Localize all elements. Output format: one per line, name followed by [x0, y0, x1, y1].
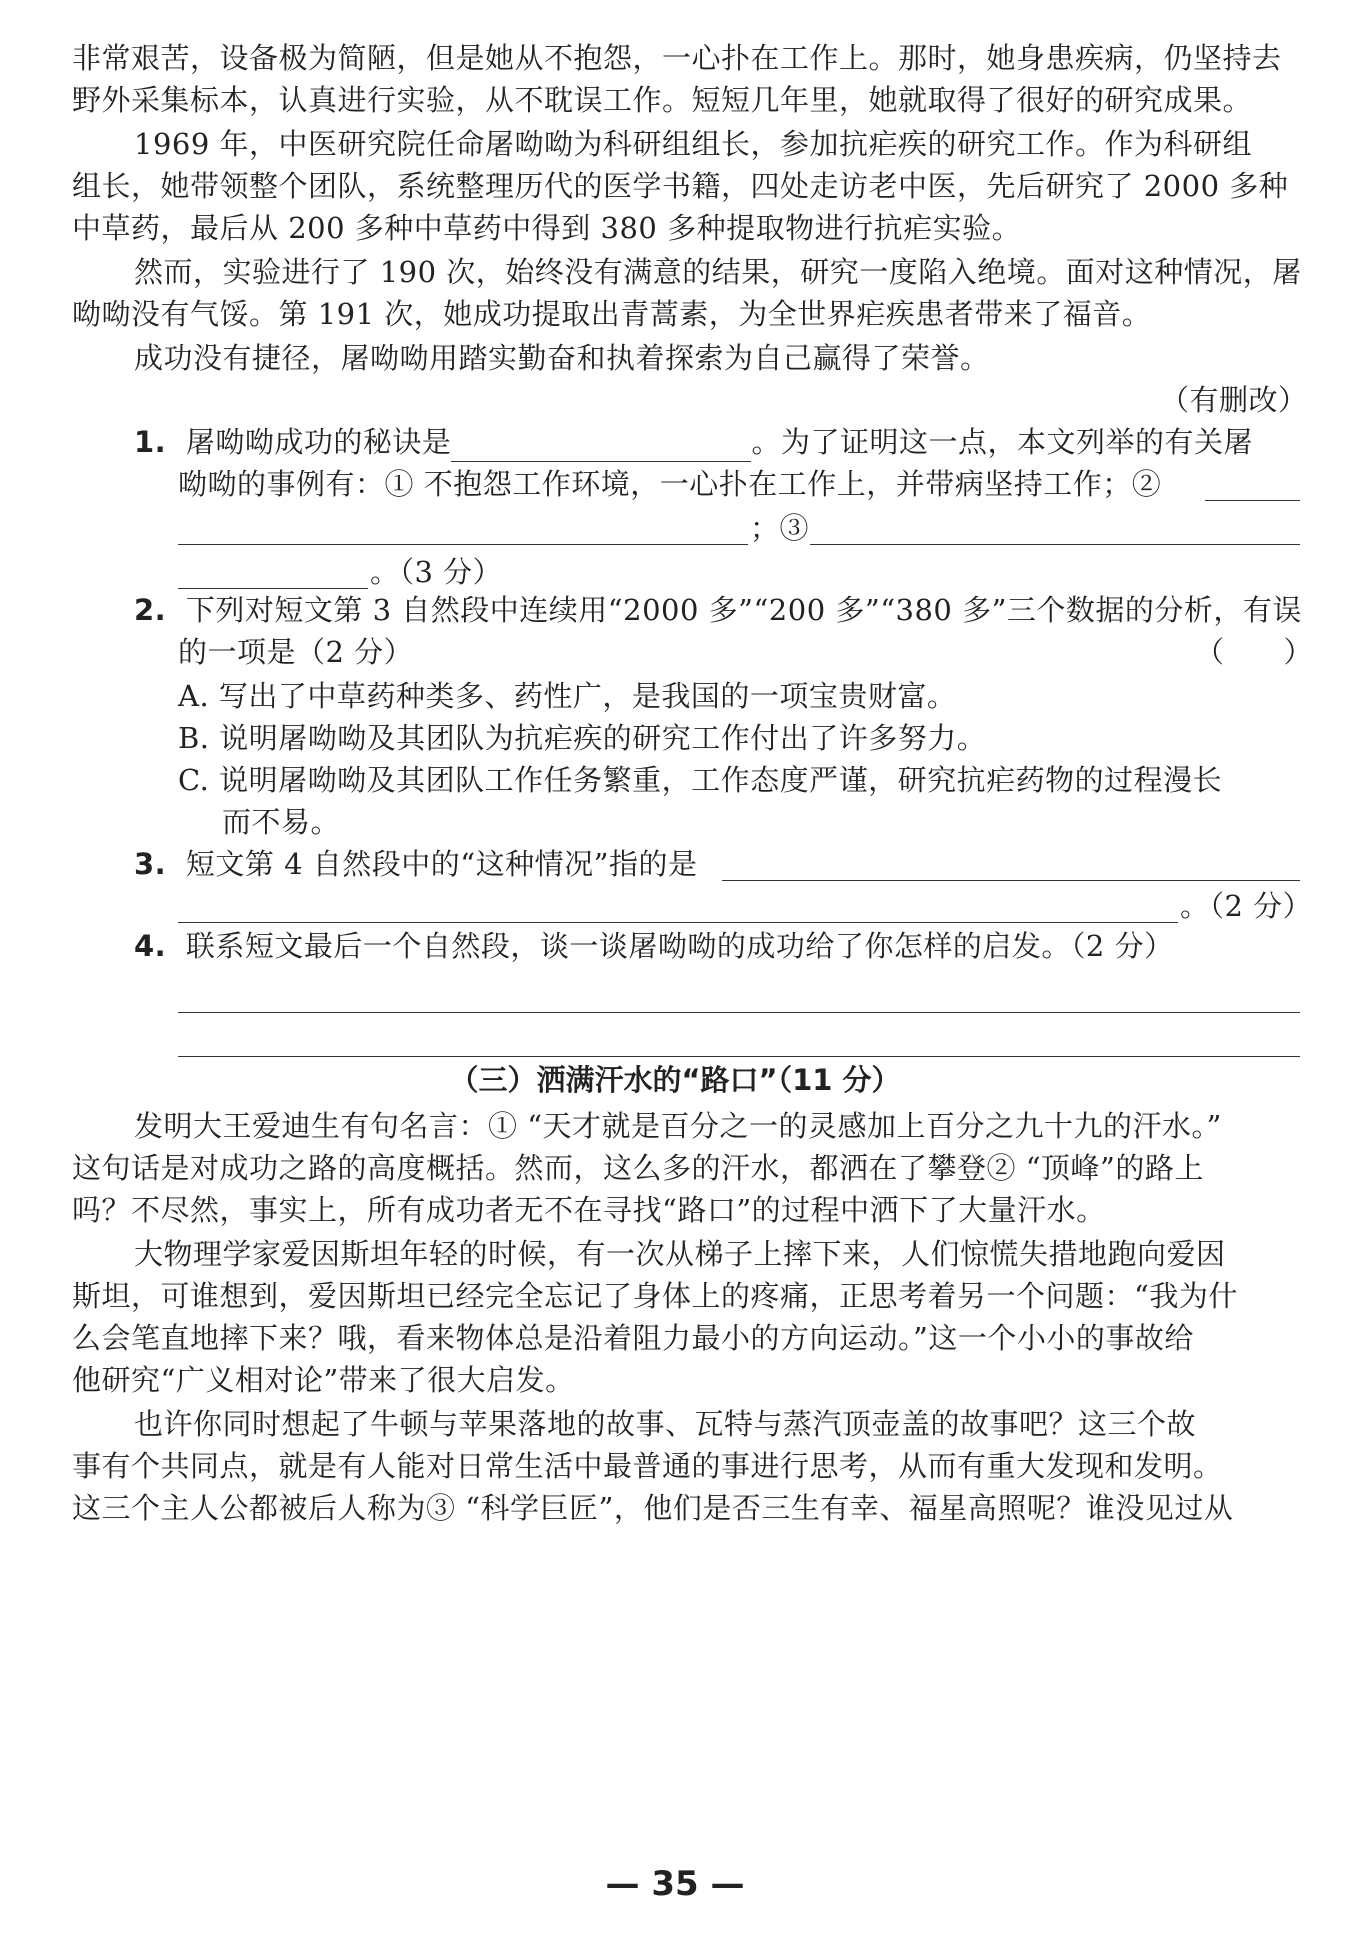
answer-blank[interactable]: [178, 922, 1178, 923]
answer-blank[interactable]: [722, 880, 1300, 881]
question-text: 短文第 4 自然段中的“这种情况”指的是: [185, 847, 698, 881]
answer-line[interactable]: [178, 1056, 1300, 1057]
question-text: 屠呦呦成功的秘诀是: [185, 425, 452, 459]
passage-line: 成功没有捷径，屠呦呦用踏实勤奋和执着探索为自己赢得了荣誉。: [134, 341, 990, 375]
question-2: [134, 590, 1302, 630]
answer-blank[interactable]: [451, 431, 751, 462]
answer-blank[interactable]: [178, 544, 748, 545]
option-a: A. 写出了中草药种类多、药性广，是我国的一项宝贵财富。: [178, 679, 957, 713]
passage-line: 么会笔直地摔下来？哦，看来物体总是沿着阻力最小的方向运动。”这一个小小的事故给: [72, 1321, 1194, 1355]
option-c-cont: 而不易。: [222, 805, 341, 839]
question-text: 。为了证明这一点，本文列举的有关屠: [751, 425, 1253, 459]
passage-line: 这三个主人公都被后人称为③ “科学巨匠”，他们是否三生有幸、福星高照呢？谁没见过从: [72, 1491, 1234, 1525]
answer-line[interactable]: [178, 1012, 1300, 1013]
answer-blank[interactable]: [810, 544, 1300, 545]
passage-line: 然而，实验进行了 190 次，始终没有满意的结果，研究一度陷入绝境。面对这种情况，屠: [134, 255, 1302, 289]
question-text: 。（2 分）: [1180, 889, 1313, 923]
passage-line: 1969 年，中医研究院任命屠呦呦为科研组组长，参加抗疟疾的研究工作。作为科研组: [134, 127, 1253, 161]
answer-parentheses[interactable]: （ ）: [1195, 635, 1314, 669]
section-title: （三）洒满汗水的“路口”（11 分）: [449, 1063, 901, 1097]
question-text: 的一项是（2 分）: [178, 635, 414, 669]
question-number: 3.: [134, 847, 167, 881]
question-1-line: [178, 464, 1161, 504]
option-b: B. 说明屠呦呦及其团队为抗疟疾的研究工作付出了许多努力。: [178, 721, 987, 755]
question-number: 1.: [134, 425, 167, 459]
answer-blank[interactable]: [1205, 500, 1300, 501]
question-text: ；③: [750, 511, 810, 545]
passage-line: 组长，她带领整个团队，系统整理历代的医学书籍，四处走访老中医，先后研究了 2000 多种: [72, 169, 1289, 203]
passage-line: 野外采集标本，认真进行实验，从不耽误工作。短短几年里，她就取得了很好的研究成果。: [72, 83, 1253, 117]
question-text: 联系短文最后一个自然段，谈一谈屠呦呦的成功给了你怎样的启发。（2 分）: [185, 929, 1174, 963]
passage-line: 呦呦没有气馁。第 191 次，她成功提取出青蒿素，为全世界疟疾患者带来了福音。: [72, 297, 1152, 331]
question-1: [134, 422, 1253, 462]
passage-line: 这句话是对成功之路的高度概括。然而，这么多的汗水，都洒在了攀登② “顶峰”的路上: [72, 1151, 1204, 1185]
passage-line: 发明大王爱迪生有句名言：① “天才就是百分之一的灵感加上百分之九十九的汗水。”: [134, 1109, 1222, 1143]
page-number: — 35 —: [605, 1864, 745, 1904]
passage-line: 吗？不尽然，事实上，所有成功者无不在寻找“路口”的过程中洒下了大量汗水。: [72, 1193, 1106, 1227]
question-number: 2.: [134, 593, 167, 627]
passage-line: 他研究“广义相对论”带来了很大启发。: [72, 1363, 575, 1397]
answer-blank[interactable]: [178, 588, 368, 589]
passage-line: 也许你同时想起了牛顿与苹果落地的故事、瓦特与蒸汽顶壶盖的故事吧？这三个故: [134, 1407, 1197, 1441]
passage-line: 大物理学家爱因斯坦年轻的时候，有一次从梯子上摔下来，人们惊慌失措地跑向爱因: [134, 1237, 1226, 1271]
passage-line: 斯坦，可谁想到，爱因斯坦已经完全忘记了身体上的疼痛，正思考着另一个问题：“我为什: [72, 1279, 1238, 1313]
option-c: C. 说明屠呦呦及其团队工作任务繁重，工作态度严谨，研究抗疟药物的过程漫长: [178, 763, 1223, 797]
passage-line: 中草药，最后从 200 多种中草药中得到 380 多种提取物进行抗疟实验。: [72, 211, 1022, 245]
question-text: 。（3 分）: [370, 555, 503, 589]
passage-line: 非常艰苦，设备极为简陋，但是她从不抱怨，一心扑在工作上。那时，她身患疾病，仍坚持去: [72, 41, 1282, 75]
question-4: [134, 926, 1174, 966]
question-text: 呦呦的事例有：① 不抱怨工作环境，一心扑在工作上，并带病坚持工作；②: [178, 467, 1162, 501]
source-note: （有删改）: [1160, 383, 1308, 417]
question-3: [134, 844, 697, 884]
question-text: 下列对短文第 3 自然段中连续用“2000 多”“200 多”“380 多”三个数据的分析，有误: [185, 593, 1302, 627]
passage-line: 事有个共同点，就是有人能对日常生活中最普通的事进行思考，从而有重大发现和发明。: [72, 1449, 1223, 1483]
question-number: 4.: [134, 929, 167, 963]
